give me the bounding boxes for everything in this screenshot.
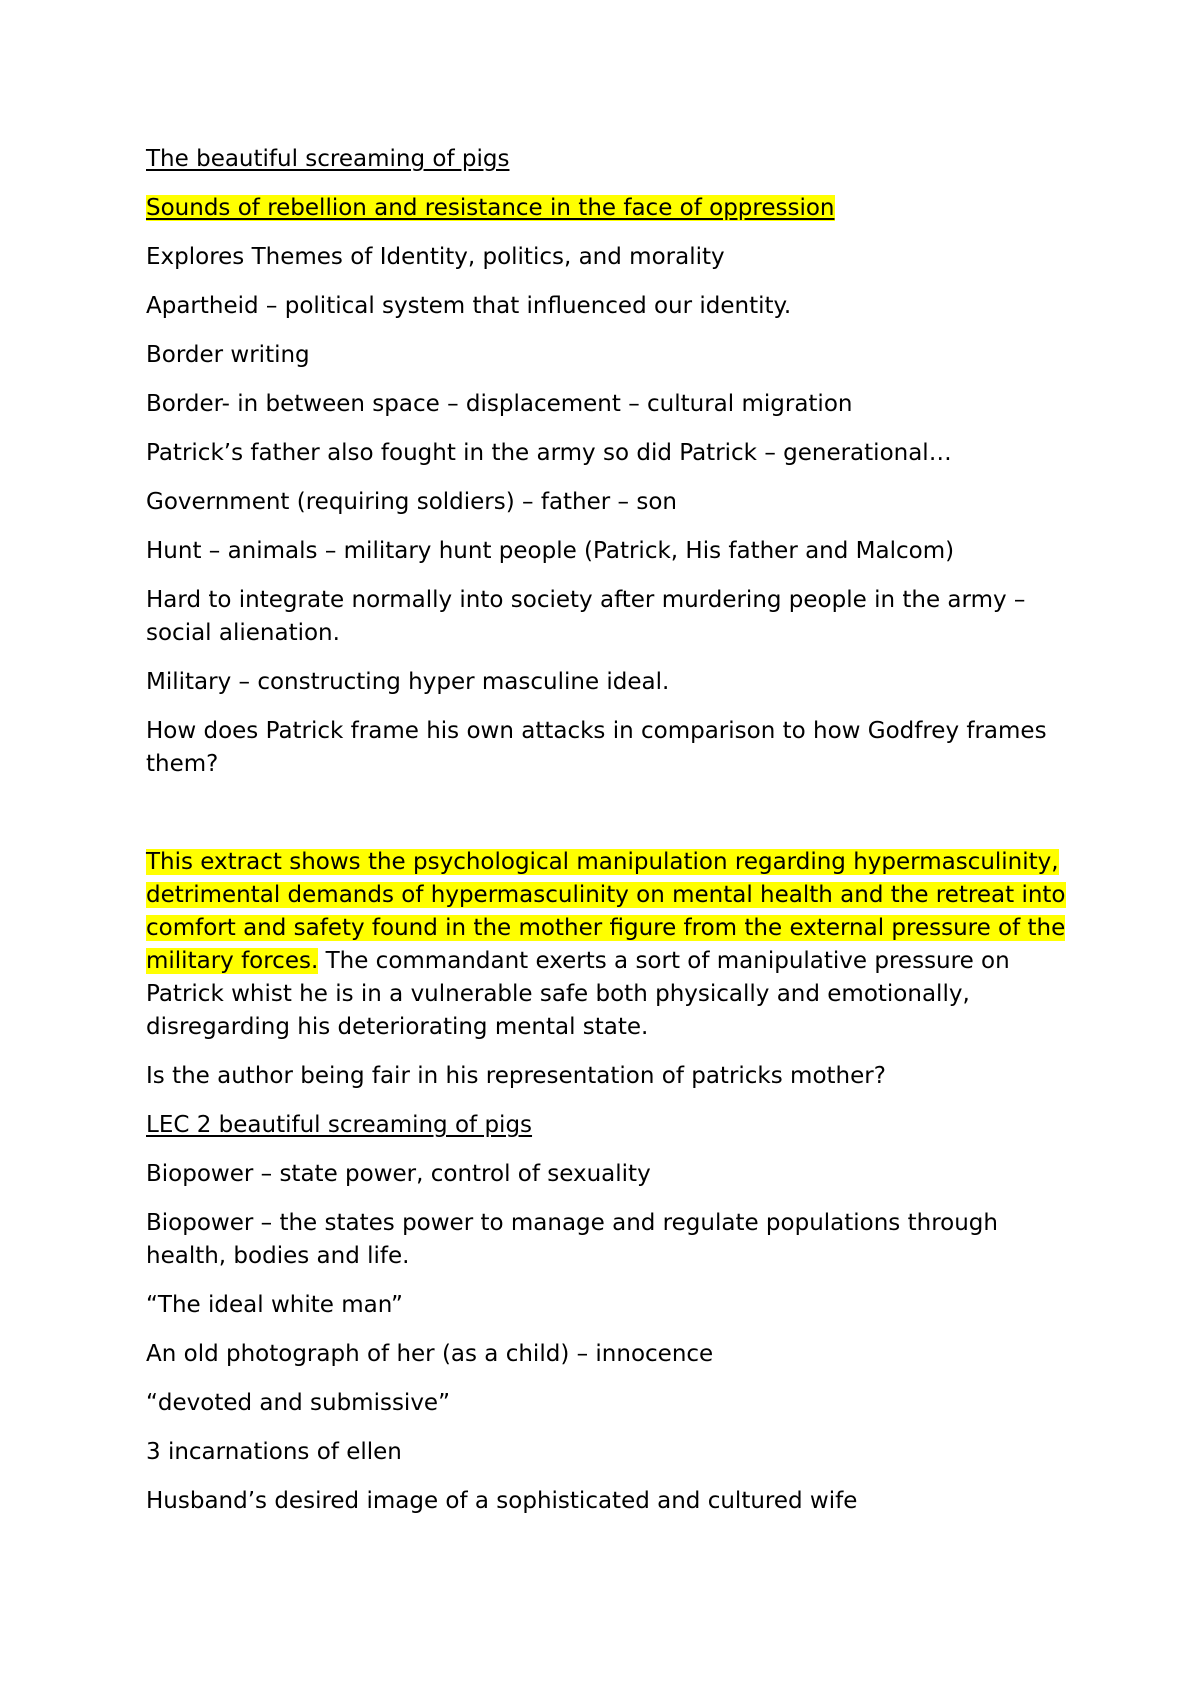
- extract-analysis: [146, 846, 1066, 1044]
- note-question: Is the author being fair in his representation of patricks mother?: [146, 1063, 886, 1089]
- note-line: Biopower – state power, control of sexuality: [146, 1161, 651, 1187]
- note-line: Hunt – animals – military hunt people (Patrick, His father and Malcom): [146, 538, 955, 564]
- section-heading-text: LEC 2 beautiful screaming of pigs: [146, 1112, 533, 1138]
- analysis-highlighted-text: This extract shows the psychological manipulation regarding hypermasculinity, detrimental demands of hypermasculinity on mental health and the retreat into comfort and safety found in the mother figure from the external pressure of the military forces.: [146, 849, 1066, 974]
- highlighted-subtitle: [146, 192, 1066, 225]
- subtitle-text: Sounds of rebellion and resistance in the face of oppression: [146, 195, 835, 221]
- note-line: Biopower – the states power to manage and regulate populations through health, bodies and life.: [146, 1210, 998, 1269]
- note-line: Border- in between space – displacement – cultural migration: [146, 391, 853, 417]
- note-line: Explores Themes of Identity, politics, and morality: [146, 244, 725, 270]
- note-question: How does Patrick frame his own attacks in comparison to how Godfrey frames them?: [146, 718, 1047, 777]
- note-line: Husband’s desired image of a sophisticated and cultured wife: [146, 1488, 858, 1514]
- note-line: Government (requiring soldiers) – father – son: [146, 489, 677, 515]
- note-line: Military – constructing hyper masculine ideal.: [146, 669, 670, 695]
- note-quote: “The ideal white man”: [146, 1292, 403, 1318]
- document-body: [146, 143, 1066, 1534]
- note-line: 3 incarnations of ellen: [146, 1439, 402, 1465]
- note-line: An old photograph of her (as a child) – innocence: [146, 1341, 714, 1367]
- note-line: Apartheid – political system that influenced our identity.: [146, 293, 792, 319]
- note-line: Patrick’s father also fought in the army so did Patrick – generational…: [146, 440, 952, 466]
- analysis-text: The commandant exerts a sort of manipulative pressure on Patrick whist he is in a vulnerable safe both physically and emotionally, disregarding his deteriorating mental state.: [146, 948, 1010, 1040]
- doc-title: [146, 143, 1066, 176]
- title-text: The beautiful screaming of pigs: [146, 146, 510, 172]
- section-heading: [146, 1109, 1066, 1142]
- note-line: Border writing: [146, 342, 310, 368]
- note-quote: “devoted and submissive”: [146, 1390, 450, 1416]
- note-line: Hard to integrate normally into society after murdering people in the army – social alienation.: [146, 587, 1026, 646]
- blank-line: [146, 797, 1066, 846]
